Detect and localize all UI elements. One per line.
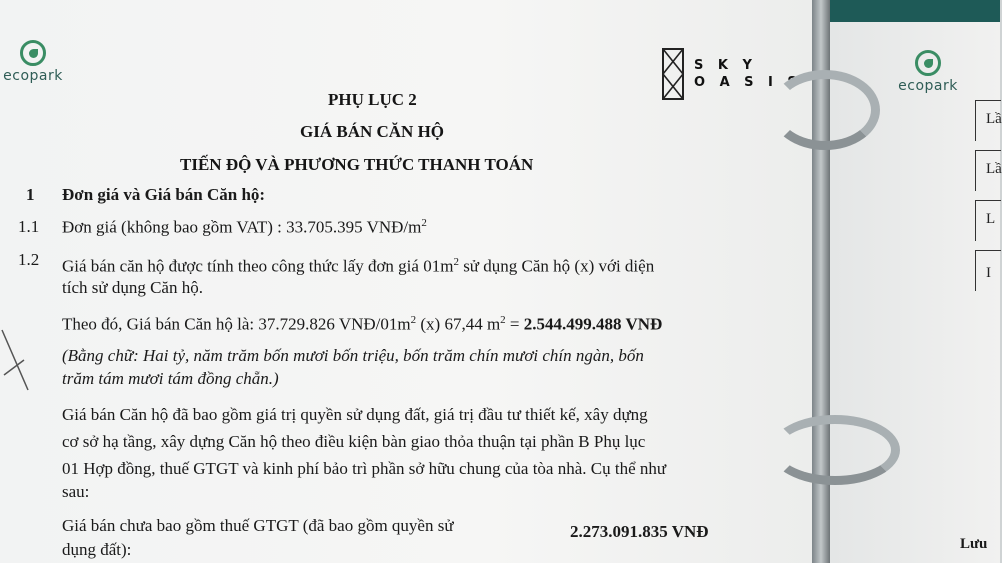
sky-oasis-mark-icon [662,48,684,100]
table-cell-text: L [986,211,996,227]
pre-vat-label-line-2: dụng đất): [62,540,132,559]
right-table-cell [975,100,1001,141]
superscript: 2 [421,217,427,229]
unit-price-line [62,217,427,238]
section-number: 1.2 [18,250,40,269]
superscript: 2 [410,314,417,326]
ecopark-logo-left [0,40,66,84]
table-cell-text: I [986,265,991,281]
leaf-icon [915,50,941,76]
appendix-heading: PHỤ LỤC 2 [328,90,417,109]
page-subtitle: TIẾN ĐỘ VÀ PHƯƠNG THỨC THANH TOÁN [180,155,534,174]
paragraph-line: cơ sở hạ tầng, xây dựng Căn hộ theo điều kiện bàn giao thỏa thuận tại phần B Phụ lục [62,432,646,451]
superscript: 2 [453,256,459,268]
superscript: 2 [500,314,506,326]
right-table-cell [975,200,1001,241]
price-calculation-line [62,314,662,335]
paragraph-line: 01 Hợp đồng, thuế GTGT và kinh phí bảo trì phần sở hữu chung của tòa nhà. Cụ thể như [62,459,667,478]
right-table-cell [975,150,1001,191]
formula-text-a: Giá bán căn hộ được tính theo công thức lấy đơn giá 01m [62,256,454,276]
calc-equals: = [505,314,524,334]
page-title: GIÁ BÁN CĂN HỘ [300,122,445,141]
section-number: 1.1 [18,217,40,236]
leaf-icon [20,40,46,66]
table-cell-text: Lầ [986,161,1002,177]
binder-cover-edge [830,0,1000,22]
paragraph-line: sau: [62,482,90,501]
calc-text-a: Theo đó, Giá bán Căn hộ là: 37.729.826 VNĐ/01m [62,314,411,334]
formula-line-2: tích sử dụng Căn hộ. [62,278,203,297]
total-price: 2.544.499.488 VNĐ [523,314,663,334]
right-table-cell [975,250,1001,291]
paragraph-line: Giá bán Căn hộ đã bao gồm giá trị quyền sử dụng đất, giá trị đầu tư thiết kế, xây dựng [62,405,648,424]
brand-line2: O A S I S [694,75,802,90]
price-in-words-line-2: trăm tám mươi tám đồng chẵn.) [62,369,279,388]
pen-mark-icon [0,320,40,400]
unit-price-text: Đơn giá (không bao gồm VAT) : 33.705.395 VNĐ/m [62,217,422,237]
logo-wordmark: ecopark [898,78,958,94]
pre-vat-label-line-1: Giá bán chưa bao gồm thuế GTGT (đã bao gồm quyền sử [62,516,454,535]
price-in-words-line-1: (Bằng chữ: Hai tỷ, năm trăm bốn mươi bốn triệu, bốn trăm chín mươi chín ngàn, bốn [62,346,644,365]
calc-text-b: (x) 67,44 m [416,314,501,334]
binder-ring-bottom [770,415,900,485]
logo-wordmark: ecopark [3,68,63,84]
brand-line1: S K Y [694,58,757,73]
table-cell-text: Lầ [986,111,1002,127]
formula-text-b: sử dụng Căn hộ (x) với diện [458,256,655,276]
formula-line-1 [62,256,654,277]
binder-ring-top [770,70,880,150]
section-number: 1 [26,185,35,204]
ecopark-logo-right [888,50,968,94]
right-page-footer: Lưu [960,536,988,552]
pre-vat-value: 2.273.091.835 VNĐ [570,522,709,541]
section-title: Đơn giá và Giá bán Căn hộ: [62,185,266,204]
